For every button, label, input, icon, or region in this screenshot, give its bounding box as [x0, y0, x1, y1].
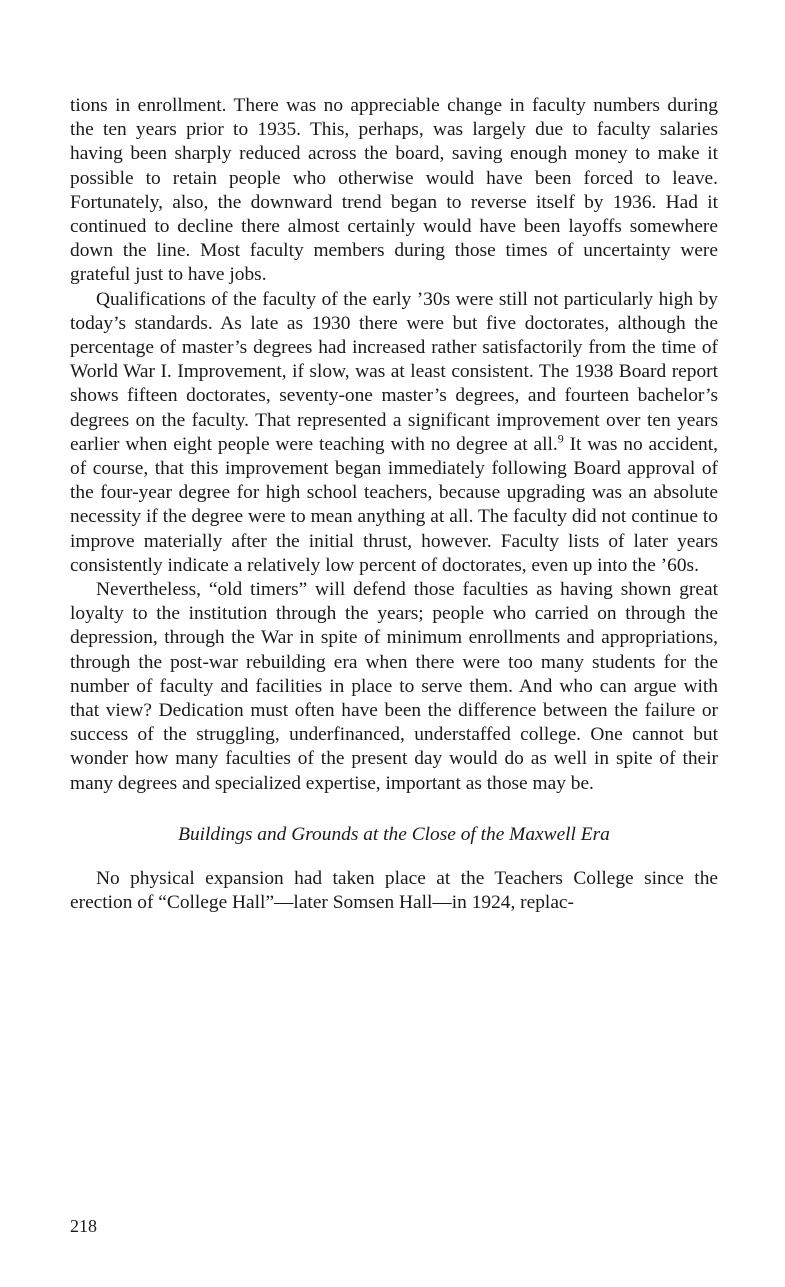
paragraph-physical-expansion: No physical expansion had taken place at the Teachers College since the erection of “College Hall”—later Somsen Hall—in 1924, replac-	[70, 868, 718, 914]
paragraph-qualifications	[70, 288, 718, 578]
footnote-reference: 9	[557, 431, 564, 446]
paragraph-enrollment: tions in enrollment. There was no appreciable change in faculty numbers during the ten years prior to 1935. This, perhaps, was largely due to faculty salaries having been sharply reduced across the board, saving enough money to make it possible to retain people who otherwise would have been forced to leave. Fortunately, also, the downward trend began to reverse itself by 1936. Had it continued to decline there almost certainly would have been layoffs somewhere down the line. Most faculty members during those times of uncertainty were grateful just to have jobs.	[70, 95, 718, 286]
qualifications-text: Qualifications of the faculty of the early ’30s were still not particularly high by today’s standards. As late as 1930 there were but five doctorates, although the percentage of master’s degrees had increased rather satisfactorily from the time of World War I. Improvement, if slow, was at least consistent. The 1938 Board report shows fifteen doctorates, seventy-one master’s degrees, and fourteen bachelor’s degrees on the faculty. That represented a significant improvement over ten years earlier when eight people were teaching with no degree at all.	[70, 288, 718, 455]
page-number: 218	[70, 1216, 97, 1236]
qualifications-text-continued: It was no accident, of course, that this improvement began immediately following Board approval of the four-year degree for high school teachers, because upgrading was an absolute necessity if the degree were to mean anything at all. The faculty did not continue to improve materially after the initial thrust, however. Faculty lists of later years consistently indicate a relatively low percent of doctorates, even up into the ’60s.	[70, 433, 718, 576]
section-heading: Buildings and Grounds at the Close of the Maxwell Era	[178, 823, 610, 845]
paragraph-old-timers: Nevertheless, “old timers” will defend those faculties as having shown great loyalty to the institution through the years; people who carried on through the depression, through the War in spite of minimum enrollments and appropriations, through the post-war rebuilding era when there were too many students for the number of faculty and facilities in place to serve them. And who can argue with that view? Dedication must often have been the difference between the failure or success of the struggling, underfinanced, understaffed college. One cannot but wonder how many faculties of the present day would do as well in spite of their many degrees and specialized expertise, important as those may be.	[70, 579, 718, 794]
body-text	[70, 94, 718, 916]
